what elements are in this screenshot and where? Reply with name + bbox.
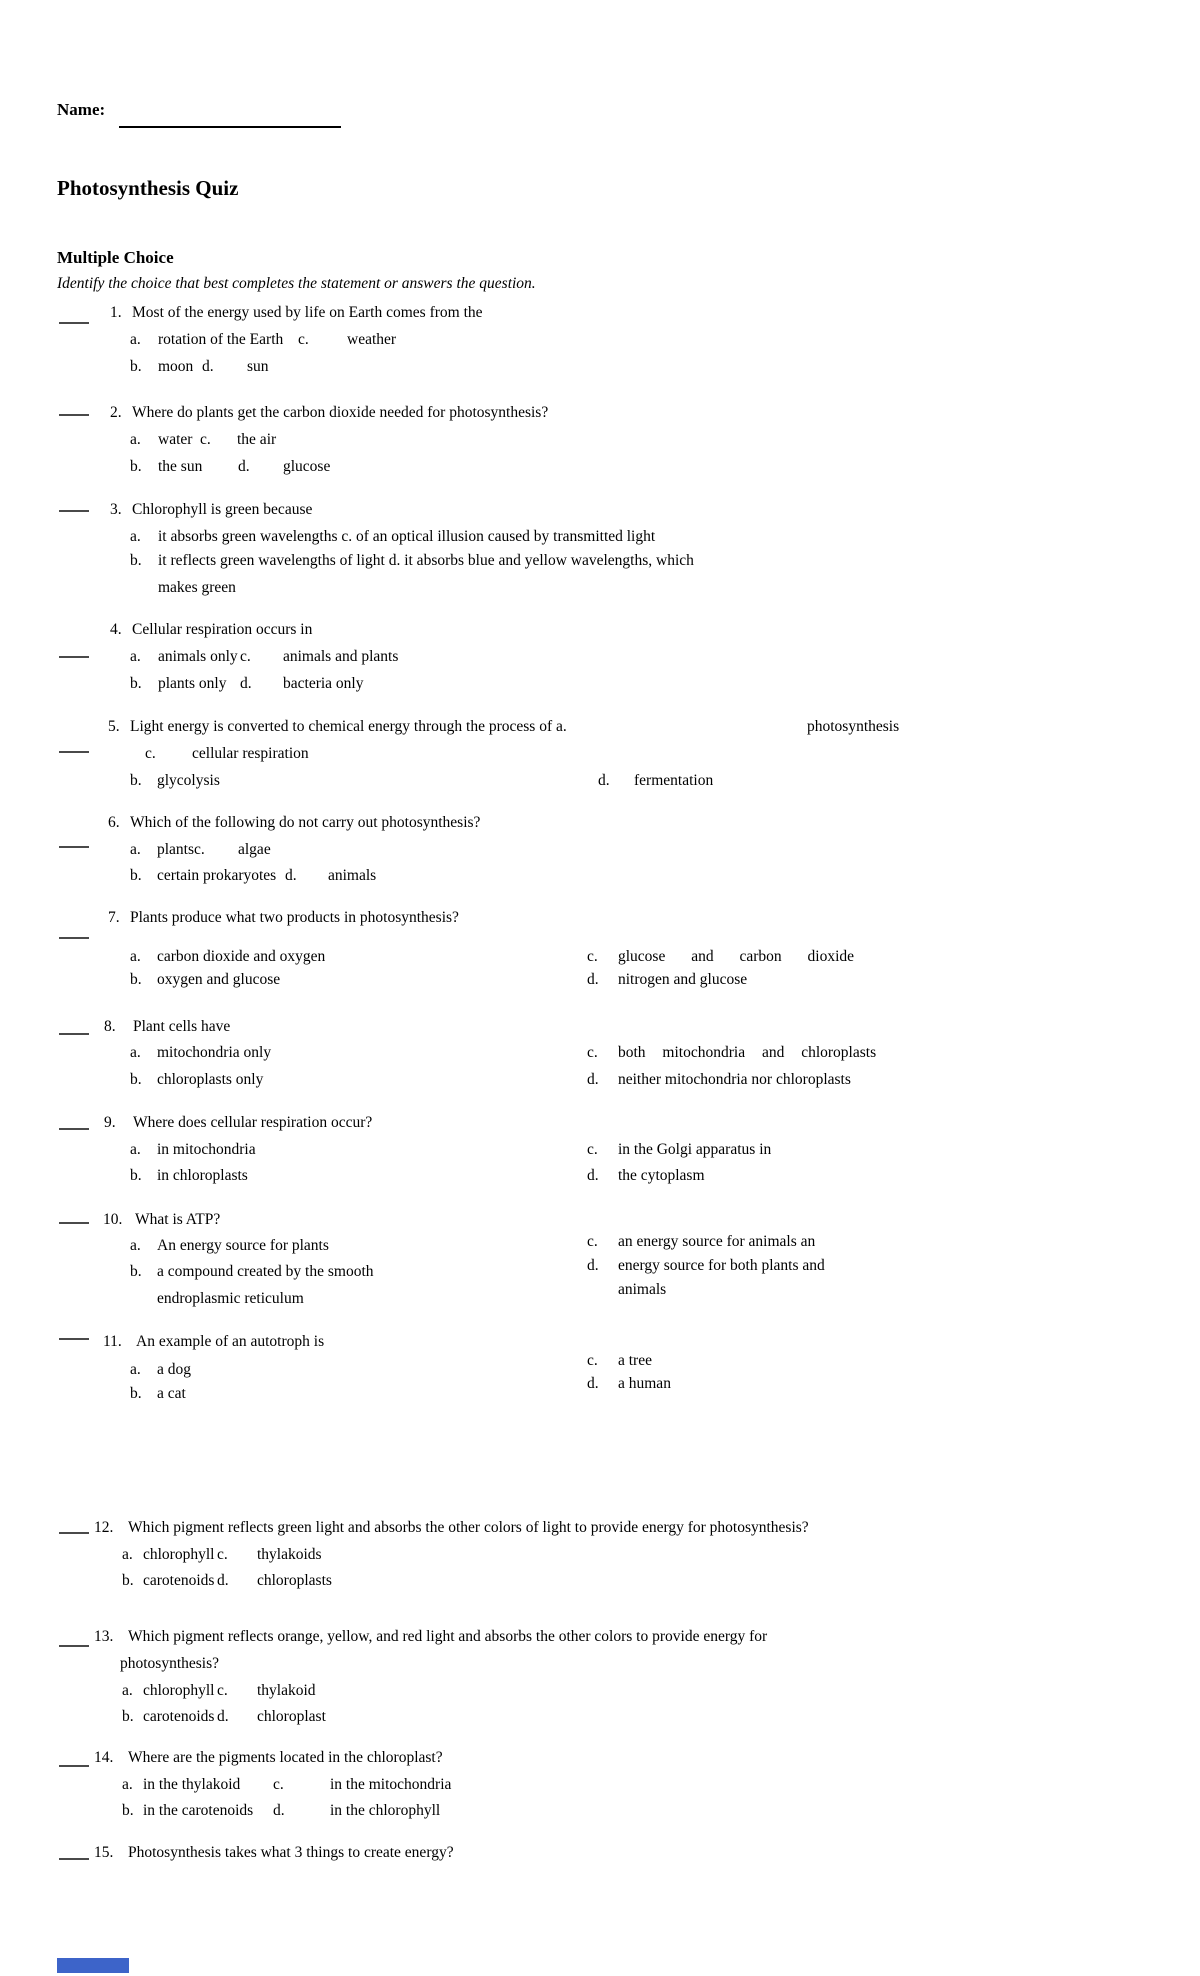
question-text: Most of the energy used by life on Earth comes from the <box>132 304 483 321</box>
text-line <box>0 1210 1200 1232</box>
option-label: b. <box>130 675 142 692</box>
text-line <box>0 947 1200 969</box>
option-text: it absorbs green wavelengths c. of an optical illusion caused by transmitted light <box>158 528 656 545</box>
option-label: d. <box>587 1375 599 1392</box>
option-text: glucose and carbon dioxide <box>618 948 855 965</box>
text-line <box>0 357 1200 379</box>
option-text: carotenoids <box>143 1708 215 1725</box>
text-line <box>0 771 1200 793</box>
question-number: 5. <box>108 718 120 735</box>
text-line <box>0 403 1200 425</box>
question-number: 1. <box>110 304 122 321</box>
option-text: chlorophyll <box>143 1546 215 1563</box>
option-label: a. <box>122 1546 133 1563</box>
question-text: What is ATP? <box>135 1211 221 1228</box>
question-number: 14. <box>94 1749 114 1766</box>
page-title: Photosynthesis Quiz <box>57 176 239 200</box>
option-text: glucose <box>283 458 331 475</box>
option-text: in the Golgi apparatus in <box>618 1141 772 1158</box>
option-label: c. <box>273 1776 284 1793</box>
option-text: endroplasmic reticulum <box>157 1290 304 1307</box>
option-text: chloroplasts <box>257 1572 332 1589</box>
option-text: a human <box>618 1375 671 1392</box>
question-text: Plants produce what two products in photosynthesis? <box>130 909 459 926</box>
option-text: the air <box>237 431 277 448</box>
text-line <box>0 1571 1200 1593</box>
option-label: a. <box>122 1776 133 1793</box>
text-line <box>0 647 1200 669</box>
option-text: the cytoplasm <box>618 1167 705 1184</box>
option-label: c. <box>194 841 205 858</box>
option-text: oxygen and glucose <box>157 971 281 988</box>
name-blank-line <box>119 126 341 128</box>
option-label: d. <box>202 358 214 375</box>
option-label: b. <box>122 1572 134 1589</box>
option-text: weather <box>347 331 397 348</box>
option-text: the sun <box>158 458 203 475</box>
option-label: d. <box>238 458 250 475</box>
option-text: thylakoids <box>257 1546 322 1563</box>
option-text: thylakoid <box>257 1682 316 1699</box>
option-text: it reflects green wavelengths of light d. it absorbs blue and yellow wavelengths, which <box>158 552 694 569</box>
text-line <box>0 457 1200 479</box>
text-line <box>0 1140 1200 1162</box>
text-line <box>0 1801 1200 1823</box>
option-text: both mitochondria and chloroplasts <box>618 1044 877 1061</box>
text-line <box>0 1236 1200 1258</box>
text-line <box>0 1545 1200 1567</box>
option-label: c. <box>587 948 598 965</box>
option-label: b. <box>130 867 142 884</box>
selection-highlight <box>57 1958 129 1973</box>
option-text: chloroplast <box>257 1708 326 1725</box>
option-label: d. <box>587 1167 599 1184</box>
section-heading: Multiple Choice <box>57 248 174 267</box>
option-text: certain prokaryotes <box>157 867 277 884</box>
option-text: a compound created by the smooth <box>157 1263 374 1280</box>
option-label: b. <box>130 1263 142 1280</box>
question-number: 6. <box>108 814 120 831</box>
text-line <box>0 1843 1200 1865</box>
option-label: c. <box>298 331 309 348</box>
name-label: Name: <box>57 100 106 119</box>
question-number: 4. <box>110 621 122 638</box>
question-text: Light energy is converted to chemical energy through the process of a. <box>130 718 567 735</box>
option-label: a. <box>130 528 141 545</box>
option-label: c. <box>200 431 211 448</box>
text-line <box>0 1070 1200 1092</box>
option-label: a. <box>130 1044 141 1061</box>
option-label: a. <box>130 1237 141 1254</box>
text-line <box>0 578 1200 600</box>
option-label: b. <box>130 1167 142 1184</box>
option-label: d. <box>217 1708 229 1725</box>
option-text: plants <box>157 841 195 858</box>
option-text: bacteria only <box>283 675 364 692</box>
option-text: carbon dioxide and oxygen <box>157 948 326 965</box>
text-line <box>0 674 1200 696</box>
option-text: makes green <box>158 579 236 596</box>
option-label: c. <box>587 1233 598 1250</box>
question-text: Plant cells have <box>133 1018 231 1035</box>
text-line <box>0 908 1200 930</box>
option-label: d. <box>240 675 252 692</box>
instruction-text: Identify the choice that best completes the statement or answers the question. <box>57 275 536 292</box>
question-number: 11. <box>103 1333 122 1350</box>
option-label: d. <box>587 1257 599 1274</box>
option-text: animals <box>618 1281 667 1298</box>
option-text: in the chlorophyll <box>330 1802 441 1819</box>
option-label: d. <box>217 1572 229 1589</box>
option-label: b. <box>130 971 142 988</box>
option-label: a. <box>130 1361 141 1378</box>
text-line <box>0 1043 1200 1065</box>
question-text: photosynthesis? <box>120 1655 220 1672</box>
option-label: b. <box>130 1385 142 1402</box>
text-line <box>0 303 1200 325</box>
text-line <box>0 1113 1200 1135</box>
option-text: rotation of the Earth <box>158 331 284 348</box>
option-text: in chloroplasts <box>157 1167 248 1184</box>
text-line <box>0 551 1200 573</box>
text-line <box>0 500 1200 522</box>
option-label: d. <box>285 867 297 884</box>
option-label: d. <box>587 1071 599 1088</box>
question-text: Which pigment reflects orange, yellow, and red light and absorbs the other colors to provide energy for <box>128 1628 768 1645</box>
text-line <box>0 527 1200 549</box>
question-number: 3. <box>110 501 122 518</box>
option-label: a. <box>130 431 141 448</box>
option-label: b. <box>130 552 142 569</box>
option-label: c. <box>240 648 251 665</box>
text-line <box>0 1748 1200 1770</box>
option-text: plants only <box>158 675 227 692</box>
option-label: d. <box>598 772 610 789</box>
option-text: glycolysis <box>157 772 220 789</box>
option-label: a. <box>130 331 141 348</box>
question-number: 10. <box>103 1211 123 1228</box>
text-line <box>0 1289 1200 1311</box>
option-text: water <box>158 431 193 448</box>
option-text: photosynthesis <box>807 718 900 735</box>
text-line <box>0 717 1200 739</box>
text-line <box>0 813 1200 835</box>
text-line <box>0 1654 1200 1676</box>
option-label: c. <box>145 745 156 762</box>
text-line <box>0 620 1200 642</box>
option-label: d. <box>587 971 599 988</box>
option-text: moon <box>158 358 194 375</box>
option-label: a. <box>122 1682 133 1699</box>
answer-blank <box>59 937 89 939</box>
question-number: 13. <box>94 1628 114 1645</box>
option-label: c. <box>217 1546 228 1563</box>
text-line <box>0 970 1200 992</box>
option-label: a. <box>130 948 141 965</box>
option-label: c. <box>587 1141 598 1158</box>
option-text: algae <box>238 841 271 858</box>
option-text: energy source for both plants and <box>618 1257 825 1274</box>
option-text: cellular respiration <box>192 745 309 762</box>
question-number: 9. <box>104 1114 116 1131</box>
question-text: Which pigment reflects green light and absorbs the other colors of light to provide energy for photosynthesis? <box>128 1519 809 1536</box>
text-line <box>0 1017 1200 1039</box>
option-text: neither mitochondria nor chloroplasts <box>618 1071 851 1088</box>
question-text: Where does cellular respiration occur? <box>133 1114 373 1131</box>
question-text: Photosynthesis takes what 3 things to create energy? <box>128 1844 454 1861</box>
option-text: in the thylakoid <box>143 1776 241 1793</box>
question-number: 12. <box>94 1519 114 1536</box>
option-text: animals and plants <box>283 648 399 665</box>
option-text: in the mitochondria <box>330 1776 452 1793</box>
question-number: 7. <box>108 909 120 926</box>
text-line <box>0 430 1200 452</box>
question-text: Chlorophyll is green because <box>132 501 313 518</box>
option-text: in the carotenoids <box>143 1802 254 1819</box>
option-text: a tree <box>618 1352 652 1369</box>
text-line <box>0 1707 1200 1729</box>
text-line <box>0 744 1200 766</box>
option-label: a. <box>130 648 141 665</box>
option-text: animals only <box>158 648 238 665</box>
option-text: a cat <box>157 1385 186 1402</box>
option-label: b. <box>130 358 142 375</box>
option-label: a. <box>130 841 141 858</box>
text-line <box>0 330 1200 352</box>
question-text: Which of the following do not carry out photosynthesis? <box>130 814 481 831</box>
text-line <box>0 866 1200 888</box>
option-text: a dog <box>157 1361 192 1378</box>
text-line <box>0 1518 1200 1540</box>
option-text: mitochondria only <box>157 1044 272 1061</box>
option-label: c. <box>587 1044 598 1061</box>
option-label: b. <box>130 1071 142 1088</box>
question-text: An example of an autotroph is <box>136 1333 325 1350</box>
option-label: c. <box>587 1352 598 1369</box>
option-label: b. <box>130 772 142 789</box>
option-label: c. <box>217 1682 228 1699</box>
option-text: sun <box>247 358 269 375</box>
question-number: 2. <box>110 404 122 421</box>
question-number: 15. <box>94 1844 114 1861</box>
question-text: Where are the pigments located in the chloroplast? <box>128 1749 443 1766</box>
text-line <box>0 1681 1200 1703</box>
text-line <box>0 1775 1200 1797</box>
option-text: chloroplasts only <box>157 1071 264 1088</box>
text-line <box>0 1166 1200 1188</box>
option-label: d. <box>273 1802 285 1819</box>
option-text: animals <box>328 867 377 884</box>
text-line <box>0 1384 1200 1406</box>
option-text: carotenoids <box>143 1572 215 1589</box>
question-text: Cellular respiration occurs in <box>132 621 313 638</box>
option-text: an energy source for animals an <box>618 1233 816 1250</box>
question-text: Where do plants get the carbon dioxide needed for photosynthesis? <box>132 404 549 421</box>
text-line <box>0 840 1200 862</box>
option-text: fermentation <box>634 772 714 789</box>
option-label: b. <box>130 458 142 475</box>
question-number: 8. <box>104 1018 116 1035</box>
option-label: a. <box>130 1141 141 1158</box>
text-line <box>0 1627 1200 1649</box>
option-label: b. <box>122 1802 134 1819</box>
option-label: b. <box>122 1708 134 1725</box>
option-text: An energy source for plants <box>157 1237 329 1254</box>
option-text: nitrogen and glucose <box>618 971 748 988</box>
option-text: chlorophyll <box>143 1682 215 1699</box>
option-text: in mitochondria <box>157 1141 256 1158</box>
